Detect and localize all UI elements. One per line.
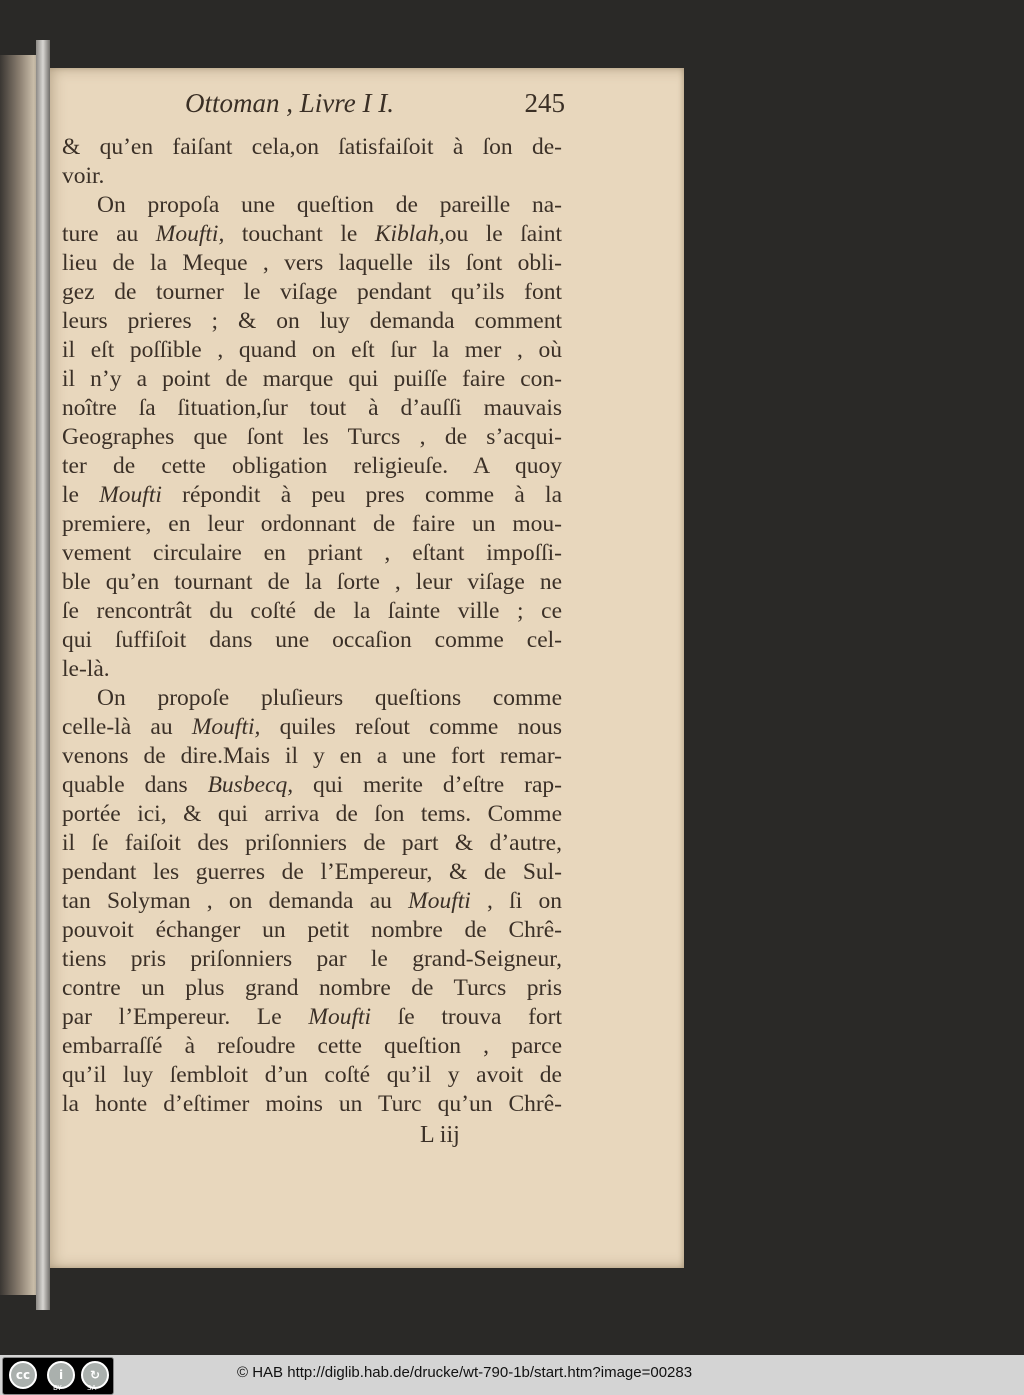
text-segment: touchant le xyxy=(224,221,375,247)
text-line xyxy=(62,307,562,336)
text-segment: pendant les guerres de l’Empereur, & de Sul- xyxy=(62,859,562,885)
text-line xyxy=(62,220,562,249)
text-line xyxy=(62,887,562,916)
running-title: Ottoman , Livre I I. xyxy=(185,88,394,118)
text-segment: ou le ſaint xyxy=(444,221,563,247)
text-segment: portée ici, & qui arriva de ſon tems. Comme xyxy=(62,801,562,827)
text-line xyxy=(62,162,562,191)
text-segment: répondit à peu pres comme à la xyxy=(161,482,562,508)
italic-term: Moufti xyxy=(408,888,471,914)
text-line xyxy=(62,249,562,278)
cc-license-badge[interactable] xyxy=(2,1357,114,1395)
text-line xyxy=(62,1090,562,1119)
source-link[interactable]: © HAB http://diglib.hab.de/drucke/wt-790-1b/start.htm?image=00283 xyxy=(237,1364,693,1381)
text-line xyxy=(62,858,562,887)
by-label: BY xyxy=(53,1384,62,1392)
text-segment: ture au xyxy=(62,221,156,247)
text-segment: On propoſa une queſtion de pareille na- xyxy=(97,192,562,218)
text-line xyxy=(62,655,562,684)
text-segment: noître ſa ſituation,ſur tout à d’auſſi mauvais xyxy=(62,395,562,421)
text-line xyxy=(62,1032,562,1061)
sa-label: SA xyxy=(87,1384,97,1392)
text-line xyxy=(62,742,562,771)
text-segment: celle-là au xyxy=(62,714,192,740)
text-segment: leurs prieres ; & on luy demanda comment xyxy=(62,308,562,334)
text-segment: qui merite d’eſtre rap- xyxy=(293,772,562,798)
text-segment: il ſe faiſoit des priſonniers de part & d’autre, xyxy=(62,830,562,856)
text-line xyxy=(62,800,562,829)
text-segment: premiere, en leur ordonnant de faire un mou- xyxy=(62,511,562,537)
text-segment: la honte d’eſtimer moins un Turc qu’un Chrê- xyxy=(62,1091,562,1117)
text-segment: embarraſſé à reſoudre cette queſtion , parce xyxy=(62,1033,562,1059)
text-segment: par l’Empereur. Le xyxy=(62,1004,309,1030)
text-segment: il n’y a point de marque qui puiſſe faire con- xyxy=(62,366,562,392)
text-line xyxy=(62,365,562,394)
text-line xyxy=(97,191,562,220)
italic-term: Kiblah, xyxy=(374,221,445,247)
running-header xyxy=(185,88,565,119)
text-line xyxy=(62,713,562,742)
text-line xyxy=(62,423,562,452)
italic-term: Busbecq, xyxy=(207,772,294,798)
text-line xyxy=(62,1061,562,1090)
italic-term: Moufti xyxy=(99,482,162,508)
text-segment: qu’il luy ſembloit d’un coſté qu’il y avoit de xyxy=(62,1062,562,1088)
text-segment: Geographes que ſont les Turcs , de s’acqui- xyxy=(62,424,562,450)
italic-term: Moufti, xyxy=(155,221,225,247)
text-line xyxy=(62,336,562,365)
text-line xyxy=(62,278,562,307)
text-segment: , ſi on xyxy=(470,888,562,914)
text-segment: vement circulaire en priant , eſtant impoſſi- xyxy=(62,540,562,566)
italic-term: Moufti xyxy=(308,1004,372,1030)
text-segment: lieu de la Meque , vers laquelle ils ſont obli- xyxy=(62,250,562,276)
text-line xyxy=(62,945,562,974)
page-number: 245 xyxy=(524,88,565,118)
text-segment: qui ſuffiſoit dans une occaſion comme cel- xyxy=(62,627,562,653)
text-segment: ſe rencontrât du coſté de la ſainte ville ; ce xyxy=(62,598,562,624)
text-segment: venons de dire.Mais il y en a une fort remar- xyxy=(62,743,562,769)
cc-icon: cc xyxy=(9,1361,37,1389)
text-segment: ſe trouva fort xyxy=(371,1004,562,1030)
text-segment: tiens pris priſonniers par le grand-Seigneur, xyxy=(62,946,562,972)
text-segment: On propoſe pluſieurs queſtions comme xyxy=(97,685,562,711)
text-line xyxy=(62,597,562,626)
text-segment: pouvoit échanger un petit nombre de Chrê- xyxy=(62,917,562,943)
text-segment: quable dans xyxy=(62,772,208,798)
text-segment: il eſt poſſible , quand on eſt ſur la mer , où xyxy=(62,337,562,363)
text-line xyxy=(62,394,562,423)
by-icon: i xyxy=(47,1361,75,1389)
text-line xyxy=(97,684,562,713)
text-line xyxy=(62,829,562,858)
text-segment: ble qu’en tournant de la ſorte , leur viſage ne xyxy=(62,569,562,595)
text-segment: voir. xyxy=(62,163,105,189)
text-segment: ter de cette obligation religieuſe. A quoy xyxy=(62,453,562,479)
text-line xyxy=(62,771,562,800)
text-segment: gez de tourner le viſage pendant qu’ils font xyxy=(62,279,562,305)
text-line xyxy=(62,133,562,162)
text-line xyxy=(62,916,562,945)
signature-mark: L iij xyxy=(420,1122,460,1148)
text-line xyxy=(62,452,562,481)
text-line xyxy=(62,568,562,597)
text-segment: le xyxy=(62,482,100,508)
text-segment: le-là. xyxy=(62,656,110,682)
book-gutter xyxy=(36,40,50,1310)
text-line xyxy=(62,974,562,1003)
sa-icon: ↻ xyxy=(81,1361,109,1389)
text-segment: quiles reſout comme nous xyxy=(260,714,562,740)
text-line xyxy=(62,481,562,510)
text-line xyxy=(62,539,562,568)
text-segment: & qu’en faiſant cela,on ſatisfaiſoit à ſon de- xyxy=(62,134,562,160)
italic-term: Moufti, xyxy=(191,714,261,740)
text-segment: contre un plus grand nombre de Turcs pris xyxy=(62,975,562,1001)
text-line xyxy=(62,1003,562,1032)
text-line xyxy=(62,510,562,539)
text-line xyxy=(62,626,562,655)
text-segment: tan Solyman , on demanda au xyxy=(62,888,409,914)
